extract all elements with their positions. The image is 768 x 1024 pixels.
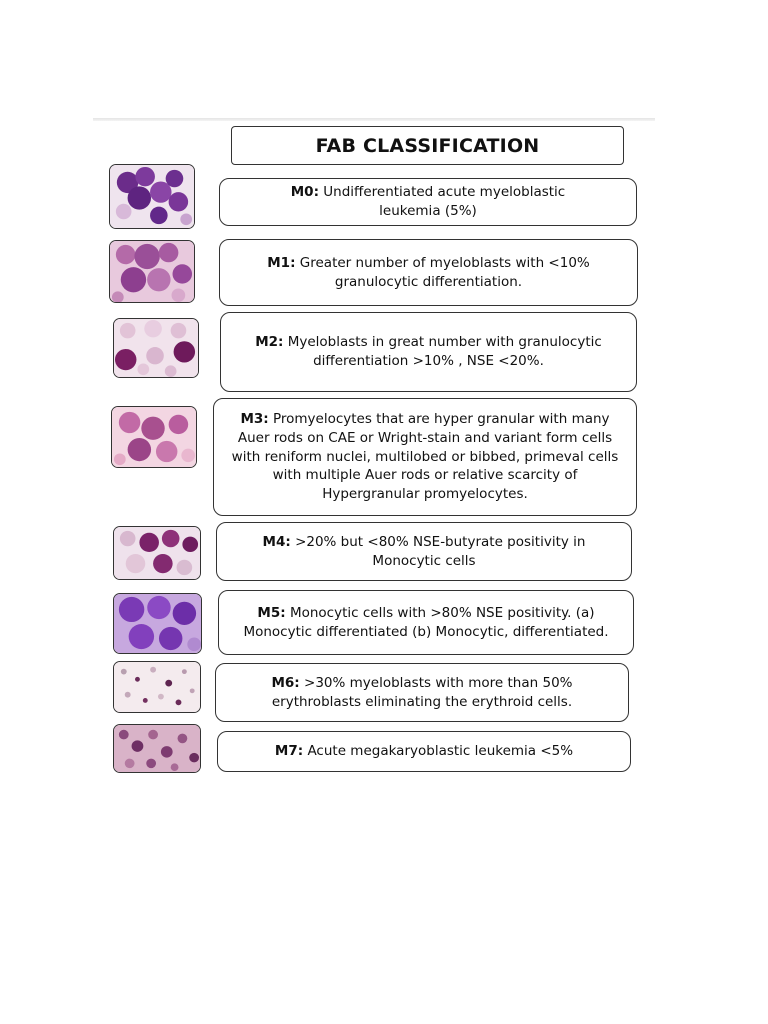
page-title: FAB CLASSIFICATION — [231, 126, 624, 165]
m5-description-box — [218, 590, 634, 655]
m5-description — [239, 604, 613, 642]
m1-code: M1: — [267, 254, 296, 271]
m3-smear-image — [111, 406, 197, 468]
m6-description — [236, 674, 608, 712]
m3-description — [230, 410, 620, 504]
m3-description-box — [213, 398, 637, 516]
m7-description — [275, 742, 573, 761]
m7-code: M7: — [274, 743, 304, 760]
m4-description-box — [216, 522, 632, 581]
m4-description — [247, 533, 601, 571]
m7-text: Acute megakaryoblastic leukemia <5% — [307, 743, 574, 760]
m1-description-box — [219, 239, 638, 306]
m5-code: M5: — [257, 604, 286, 621]
m4-smear-image — [113, 526, 201, 580]
m5-text: Monocytic cells with >80% NSE positivity. (a) Monocytic differentiated (b) Monocytic, differentiated. — [243, 604, 609, 640]
m1-text: Greater number of myeloblasts with <10% granulocytic differentiation. — [299, 254, 590, 290]
m0-description — [280, 183, 576, 221]
m1-smear-image — [109, 240, 195, 303]
m6-text: >30% myeloblasts with more than 50% erythroblasts eliminating the erythroid cells. — [271, 674, 573, 710]
m0-smear-image — [109, 164, 195, 229]
m0-code: M0: — [290, 184, 319, 201]
m3-code: M3: — [240, 410, 269, 427]
m7-description-box — [217, 731, 631, 772]
m7-smear-image — [113, 724, 201, 773]
m2-description — [251, 333, 606, 371]
m4-text: >20% but <80% NSE-butyrate positivity in Monocytic cells — [295, 533, 586, 569]
m0-description-box — [219, 178, 637, 226]
m2-smear-image — [113, 318, 199, 378]
m2-code: M2: — [255, 334, 284, 351]
m0-text: Undifferentiated acute myeloblastic leukemia (5%) — [323, 184, 566, 219]
m2-text: Myeloblasts in great number with granulocytic differentiation >10% , NSE <20%. — [287, 334, 602, 369]
m6-description-box — [215, 663, 629, 722]
m6-smear-image — [113, 661, 201, 713]
top-divider — [93, 118, 655, 121]
m6-code: M6: — [271, 674, 300, 691]
m5-smear-image — [113, 593, 202, 654]
m3-text: Promyelocytes that are hyper granular with many Auer rods on CAE or Wright-stain and variant form cells with reniform nuclei, multilobed or bibbed, primeval cells with multiple Auer rods or relative scarcity of Hypergranular promyelocytes. — [231, 410, 619, 503]
m2-description-box — [220, 312, 637, 392]
m4-code: M4: — [262, 533, 291, 550]
m1-description — [245, 254, 612, 292]
